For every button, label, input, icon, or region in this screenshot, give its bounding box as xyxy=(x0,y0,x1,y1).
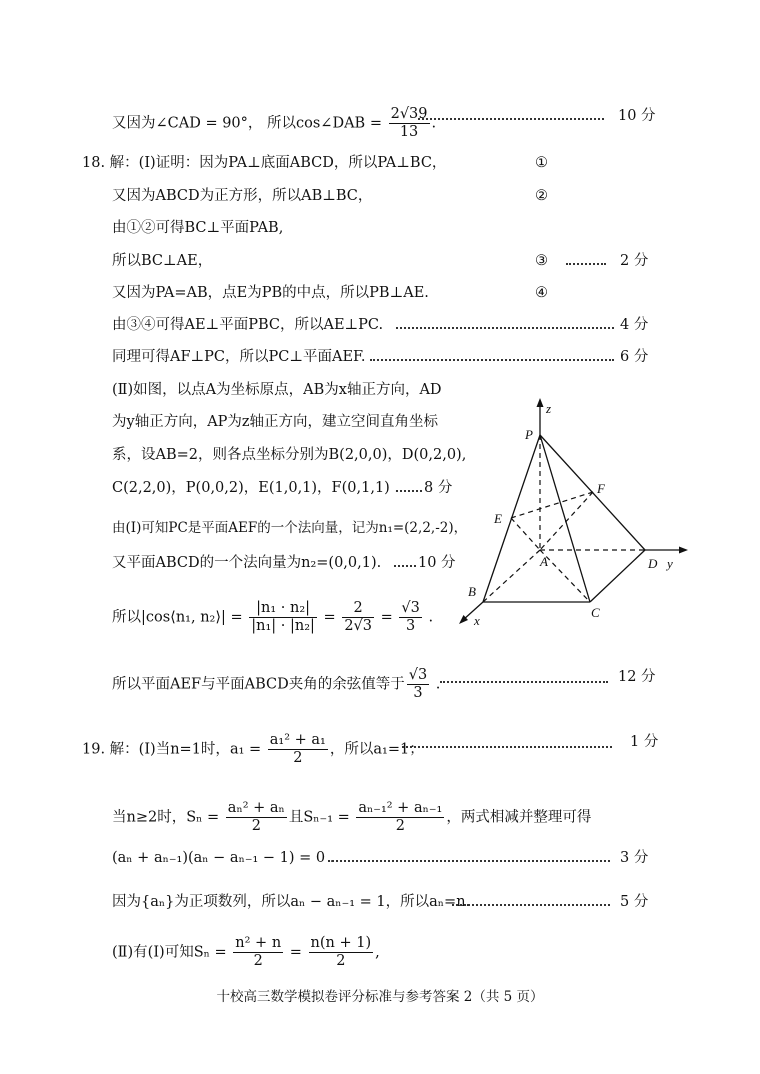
score: 10 分 xyxy=(618,108,656,124)
q18-line-10: 系，设AB=2，则各点坐标分别为B(2,0,0)，D(0,2,0), xyxy=(112,447,467,463)
label-p: P xyxy=(525,427,533,442)
fraction xyxy=(342,600,374,635)
line-cos-dab xyxy=(112,106,436,141)
score: 1 分 xyxy=(630,734,659,750)
denominator: 2√3 xyxy=(344,618,373,634)
q18-line-13: 又平面ABCD的一个法向量为n₂=(0,0,1). xyxy=(112,555,382,571)
label-z: z xyxy=(546,401,552,416)
period: . xyxy=(431,115,437,132)
numerator: aₙ₋₁² + aₙ₋₁ xyxy=(358,800,443,816)
numerator: √3 xyxy=(401,600,420,616)
dot-leader xyxy=(566,263,606,265)
line-tail: ，所以a₁=1； xyxy=(329,741,424,758)
denominator: 3 xyxy=(413,685,423,701)
y-arrow-icon xyxy=(679,547,688,554)
score: 5 分 xyxy=(620,894,649,910)
line-text: (Ⅱ)有(Ⅰ)可知Sₙ = xyxy=(112,944,232,961)
numerator: |n₁ · n₂| xyxy=(249,600,317,618)
fraction xyxy=(268,732,328,767)
score: 2 分 xyxy=(620,253,649,269)
sn-label: Sₙ = xyxy=(186,809,224,826)
numerator: 2 xyxy=(342,600,374,618)
equals: = xyxy=(285,944,307,961)
q19-line-3: (aₙ + aₙ₋₁)(aₙ − aₙ₋₁ − 1) = 0 . xyxy=(112,850,335,866)
numerator: √3 xyxy=(408,667,428,683)
q19-line-4: 因为{aₙ}为正项数列，所以aₙ − aₙ₋₁ = 1，所以aₙ=n. xyxy=(112,894,471,910)
fraction xyxy=(407,667,429,702)
line-tail: ，两式相减并整理可得 xyxy=(446,809,592,826)
q18-line-14: 所以|cos⟨n₁, n₂⟩| = $\frac{\text{|n₁ · n₂|}}{\text{|n₁| · |n₂|}}$ = $\frac{2}{2√3}$ = $\frac{√3}{3}$ . xyxy=(112,600,434,634)
q19-header: 19. 解：(Ⅰ)当n=1时， xyxy=(82,741,230,758)
a1-label: a₁ = xyxy=(229,741,266,758)
numerator: 2√39 xyxy=(390,106,428,122)
dot-leader xyxy=(396,327,614,329)
pyramid-figure xyxy=(450,395,690,635)
denominator: 3 xyxy=(406,618,416,634)
x-axis xyxy=(463,602,483,620)
fraction xyxy=(399,600,421,635)
q18-header: 18. 解：(Ⅰ)证明：因为PA⊥底面ABCD，所以PA⊥BC， xyxy=(82,155,447,171)
label-y: y xyxy=(667,556,673,571)
q18-line-8: (Ⅱ)如图，以点A为坐标原点，AB为x轴正方向，AD xyxy=(112,382,442,398)
denominator: 2 xyxy=(253,953,263,969)
q18-line-5: 又因为PA=AB，点E为PB的中点，所以PB⊥AE. xyxy=(112,285,429,301)
score: 6 分 xyxy=(620,349,649,365)
dot-leader xyxy=(418,118,604,120)
label-d: D xyxy=(648,556,658,571)
q18-line-12: 由(Ⅰ)可知PC是平面AEF的一个法向量，记为n₁=(2,2,-2)， xyxy=(112,520,468,536)
score: 10 分 xyxy=(418,555,456,571)
denominator: 2 xyxy=(336,953,346,969)
ae-hidden xyxy=(511,518,540,550)
denominator: 2 xyxy=(293,750,303,766)
label-a: A xyxy=(540,554,548,569)
line-text: 又因为∠CAD = 90°， 所以cos∠DAB = xyxy=(112,115,387,132)
marker-3: ③ xyxy=(535,253,548,269)
score: 8 分 xyxy=(424,480,453,496)
q18-line-4: 所以BC⊥AE， xyxy=(112,253,213,269)
fraction xyxy=(356,800,444,835)
score: 12 分 xyxy=(618,669,656,685)
fraction xyxy=(389,106,430,141)
line-text: 当n≥2时， xyxy=(112,809,187,826)
score: 3 分 xyxy=(620,850,649,866)
dot-leader xyxy=(394,565,416,567)
numerator: n(n + 1) xyxy=(310,935,372,951)
dot-leader xyxy=(396,490,422,492)
edge-pc xyxy=(540,435,590,602)
q18-line-11: C(2,2,0)，P(0,0,2)，E(1,0,1)，F(0,1,1) . xyxy=(112,480,400,496)
numerator: n² + n xyxy=(235,935,282,951)
denominator: |n₁| · |n₂| xyxy=(251,618,315,634)
fraction xyxy=(249,600,317,635)
numerator: aₙ² + aₙ xyxy=(227,800,285,816)
denominator: 13 xyxy=(399,124,419,140)
label-f: F xyxy=(597,481,605,496)
dot-leader xyxy=(370,359,614,361)
marker-4: ④ xyxy=(535,285,548,301)
dot-leader xyxy=(452,904,610,906)
dot-leader xyxy=(328,860,610,862)
label-c: C xyxy=(591,605,600,620)
line-text: 所以平面AEF与平面ABCD夹角的余弦值等于 xyxy=(112,676,405,693)
q18-line-7: 同理可得AF⊥PC，所以PC⊥平面AEF. xyxy=(112,349,366,365)
cos-label: 所以|cos⟨n₁, n₂⟩| = xyxy=(112,609,248,626)
denominator: 2 xyxy=(251,818,261,834)
q19-line-1 xyxy=(82,732,424,767)
dot-leader xyxy=(440,681,608,683)
score: 4 分 xyxy=(620,317,649,333)
fraction xyxy=(233,935,283,970)
dot-leader xyxy=(402,746,612,748)
fraction xyxy=(309,935,374,970)
line-text: 且Sₙ₋₁ = xyxy=(288,809,355,826)
marker-1: ① xyxy=(535,155,548,171)
z-arrow-icon xyxy=(537,398,544,407)
denominator: 2 xyxy=(395,818,405,834)
fraction xyxy=(226,800,287,835)
label-b: B xyxy=(468,584,476,599)
q18-line-2: 又因为ABCD为正方形，所以AB⊥BC， xyxy=(112,188,373,204)
line-tail: , xyxy=(375,944,380,961)
ef-hidden xyxy=(511,492,593,518)
q19-line-5 xyxy=(112,935,380,970)
label-x: x xyxy=(474,613,480,628)
q18-line-9: 为y轴正方向，AP为z轴正方向，建立空间直角坐标 xyxy=(112,414,439,430)
numerator: a₁² + a₁ xyxy=(269,732,326,748)
page-footer: 十校高三数学模拟卷评分标准与参考答案 2（共 5 页） xyxy=(216,989,544,1005)
q18-line-15: 所以平面AEF与平面ABCD夹角的余弦值等于 $\frac{√3}{3}$ . xyxy=(112,667,441,701)
q18-line-6: 由③④可得AE⊥平面PBC，所以AE⊥PC. xyxy=(112,317,384,333)
label-e: E xyxy=(494,511,502,526)
q19-line-2 xyxy=(112,800,591,835)
edge-cd xyxy=(590,550,645,602)
marker-2: ② xyxy=(535,188,548,204)
q18-line-3: 由①②可得BC⊥平面PAB, xyxy=(112,220,284,236)
